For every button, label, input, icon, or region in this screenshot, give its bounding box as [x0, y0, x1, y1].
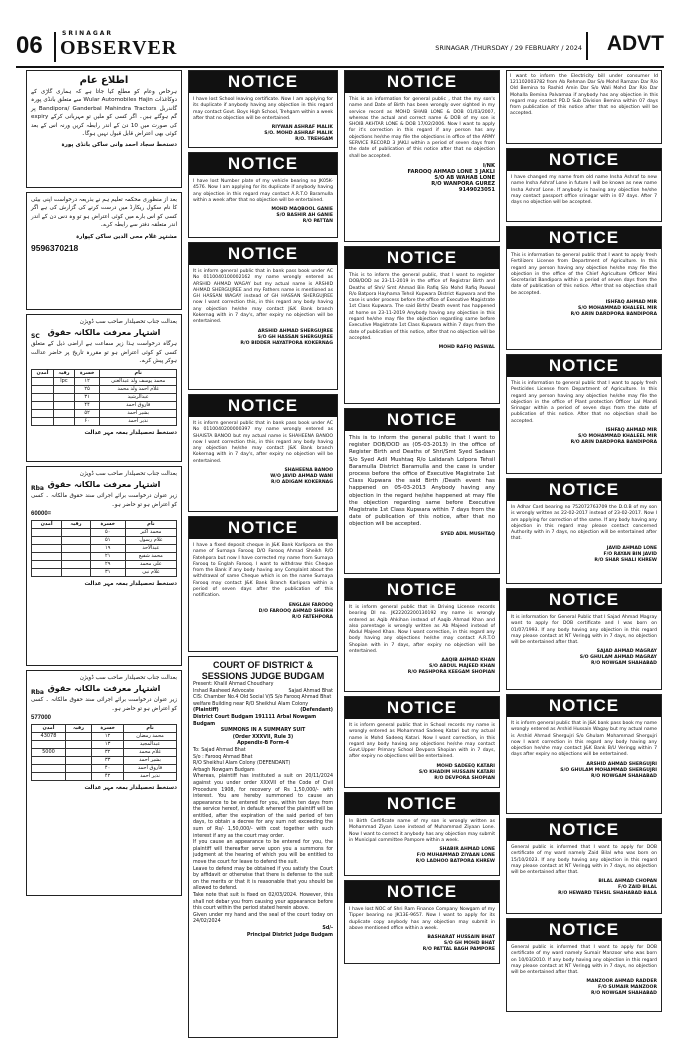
notice-lost-number-plate	[188, 152, 338, 238]
column-header: رقبہ	[62, 521, 91, 529]
notice-signature: ISHFAQ AHMAD MIR S/O MOHAMMAD KHALEEL MIR R/O ARIN DARDPORA BANDIPORA	[570, 428, 657, 446]
table-cell: عبدالرشید	[100, 393, 177, 401]
table-row	[32, 765, 177, 773]
table-cell: بشیر احمد	[124, 757, 177, 765]
dateline: SRINAGAR /THURSDAY / 29 FEBRUARY / 2024	[435, 44, 582, 52]
table-cell	[62, 569, 91, 577]
table-row	[32, 733, 177, 741]
signed-mark: Sd/-	[322, 925, 333, 931]
notice-title: اشتہار معرفت مالکانہ حقوق	[47, 328, 161, 338]
table-cell: 43078	[32, 733, 66, 741]
column-4	[506, 70, 662, 1016]
notice-heading: NOTICE	[507, 819, 661, 841]
table-cell	[32, 561, 62, 569]
table-cell	[62, 561, 91, 569]
table-cell	[53, 393, 74, 401]
case-mark: Rba	[31, 485, 44, 492]
case-address: welfare Building near R/O Sheikhul Alam Colony	[193, 701, 309, 707]
notice-intro: بعدالت جناب تحصیلدار صاحب سب ڈویژن	[79, 675, 177, 681]
notice-heading: NOTICE	[507, 227, 661, 249]
notice-signature: I/NK FAROOQ AHMAD LONE 3 JAKLI S/O AB WAHAB LONE R/O WANPORA GUREZ 9149023051	[407, 162, 495, 193]
notice-signature: دستخط سجاد احمد وانی ساکن بانڈی پورہ	[61, 142, 177, 149]
page-number: 06	[16, 32, 43, 59]
column-header: آمدن	[32, 521, 62, 529]
notice-body: زیر عنوان درخواست برائے اجرائی سند حقوق مالکانہ ۔ کسی کو اعتراض ہو تو حاضر ہو۔	[31, 493, 177, 508]
column-header: نام	[124, 725, 177, 733]
table-header-row	[32, 369, 177, 377]
notice-body: This is information to general public that I want to apply fresh Pesticides License from Department of Agriculture. In this regard any person having any objection he/she may file the objection in the office of Plant protection Officer Lal Mandi Srinagar within a period of seven days from the date of publication of this notice. After that no objection shall be accepted.	[511, 381, 657, 424]
summons-body: Leave to defend may be obtained if you satisfy the Court by affidavit or otherwise that there is defense to the suit on the merits or that it is reasonable that you should be allowed to defend.	[193, 866, 333, 892]
notice-body: It is inform general public that in Driving License records bearing DI no. JK22202200130192 my name is wrongly entered as Aqib Ahkihan instead of Aaqib Ahmad Khan and also parentage is wrongly written as Ab Majeed instead of Abdul Majeed Khan. Now I want correction, in this regard any body having any objections he/she may contact A.R.T.O Shopian with in 7 days, after expiry no objection will be entertained.	[349, 605, 495, 655]
column-2	[188, 70, 338, 1042]
table-cell: ۳۲	[92, 749, 124, 757]
table-cell	[53, 401, 74, 409]
notice-body: This is information to general public that I want to apply fresh Fertilizers License from Department of Agriculture. In this regard any person having any objection he/she may file the objection in the office of the Chief Agriculture Officer Mini Secretariat Bandipora within a period of seven days from the date of publication of this notice. After that no objection shall be accepted.	[511, 253, 657, 296]
notice-body: It is information for General Public that I Sajad Ahmad Magray want to apply for DOB certificate and I was born on 01/07/1993. If any body having any objection in this regard may please contact at NT Veringg with in 7 days, no objection will be entertained after that.	[511, 615, 657, 646]
table-cell: ۲۹	[90, 561, 125, 569]
table-cell: فاروق احمد	[124, 765, 177, 773]
table-cell: ۴۰	[92, 765, 124, 773]
notice-signature: مشتہر غلام محی الدین ساکن کپوارہ	[76, 233, 177, 240]
table-row	[32, 773, 177, 781]
defendant-label: (Defendant)	[300, 708, 333, 714]
notice-heading: NOTICE	[507, 479, 661, 501]
court-summons	[188, 656, 338, 1038]
table-row	[32, 749, 177, 757]
land-record-table	[31, 724, 177, 781]
table-cell	[32, 409, 54, 417]
notice-heading: NOTICE	[345, 409, 499, 431]
notice-body: General public is informed that I want to apply for DOB certificate of my ward namely Zaid Bilal who was born on 15/10/2023. If any body having any objection in this regard may please contact at NT Veringg with in 7 days, no objection will be entertained after that.	[511, 845, 657, 876]
parties-line	[193, 708, 333, 715]
table-row	[32, 561, 177, 569]
table-cell: غلام محمد	[124, 749, 177, 757]
table-row	[32, 529, 177, 537]
notice-dob-registration-2	[344, 408, 500, 574]
table-cell: ۴۴	[74, 401, 100, 409]
order-reference: (Order XXXVII, Rule 3)	[232, 734, 294, 740]
notice-body: I have lost NOC of Shri Ram Finance Company Nowgam of my Tipper bearing no JK13E-9657. Now I want to apply for its duplicate copy anybody has any objection may submit in above mentioned office within a week.	[349, 907, 495, 931]
summons-body: Whereas, plaintiff has instituted a suit on 20/11/2024 against you under order XXXVII of the Code of Civil Procedure 1908, for recovery of Rs 1,50,000/- with interest. You are hereby summoned to cause an appearance to be entered for you, within ten days from the service hereof, in default whereof the plaintiff will be entitled, after the expiration of the said period of ten days, to obtain a decree for any sum not exceeding the sum of Rs/- 1,50,000/- with cost together with such interest if any as the court may order.	[193, 774, 333, 839]
notice-heading: NOTICE	[345, 697, 499, 719]
table-header-row	[32, 725, 177, 733]
notice-heading: NOTICE	[345, 881, 499, 903]
notice-signature: SHAHEENA BANOO W/O JAVID AHMAD WANI R/O ADIGAM KOKERNAG	[270, 468, 333, 486]
notice-body: In Adhar Card bearing no 752072763709 the D.O.B of my son is wrongly written as 22-02-2017 instead of 23-02-2017. Now I am applying for correction of the same. If any body having any objection in this regard may please contact concerned Authority with in 7 days, no objection will be entertained after that.	[511, 505, 657, 542]
table-cell	[32, 773, 66, 781]
amount: 60000=	[31, 511, 52, 518]
notice-heading: NOTICE	[507, 695, 661, 717]
table-cell: نذیر احمد	[124, 773, 177, 781]
notice-signature: ARSHID AHMAD SHERGUJREE S/O GH HASSAN SHERGUJREE R/O BIDDER HAYATPORA KOKERNAG	[240, 328, 333, 346]
land-record-table	[31, 369, 177, 426]
notice-heading: NOTICE	[189, 517, 337, 539]
table-cell	[65, 765, 91, 773]
table-cell	[62, 553, 91, 561]
column-header: خسرہ	[74, 369, 100, 377]
notice-signature: MANZOOR AHMAD RADDER F/O SUMAIR MANZOOR R/O NOWGAM SHAHABAD	[586, 979, 657, 997]
notice-dob-certificate-2	[506, 818, 662, 914]
notice-electricity-bill: I want to inform the Electricity bill under consumer Id 121102003782 from Ab Rehman Dar S/o Mohd Ramzan Dar R/o Old Bemina to Rashid Amin Dar S/o Wali Mohd Dar R/o Dar Mohalla Bemina Palvamaa if anybody has any objection in this regard may contact PD.D Sub Division Bemina within 07 days from publication of this notice after that no objection will be accepted.	[506, 70, 662, 144]
notice-title: اشتہار معرفت مالکانہ حقوق	[47, 684, 161, 694]
table-cell: lpc	[53, 377, 74, 385]
notice-army-record	[344, 70, 500, 242]
column-3	[344, 70, 500, 968]
table-cell: ۵۱	[90, 537, 125, 545]
notice-body: General public is informed that I want to apply for DOB certificate of my ward namely Sumair Manzoor who was born on 10/03/2010. If any body having any objection in this regard may please contact at NT Veringg with in 7 days, no objection will be entertained after that.	[511, 945, 657, 976]
table-header-row	[32, 521, 177, 529]
table-cell: عبدالاحد	[125, 545, 176, 553]
table-cell: ۲۵	[74, 385, 100, 393]
notice-heading: NOTICE	[189, 243, 337, 265]
table-row	[32, 569, 177, 577]
column-header: خسرہ	[90, 521, 125, 529]
notice-bank-name-correction-1	[188, 242, 338, 390]
notice-heading: NOTICE	[507, 149, 661, 171]
table-cell	[65, 741, 91, 749]
table-cell	[32, 545, 62, 553]
section-label: ADVT	[586, 32, 664, 60]
masthead-divider	[54, 32, 56, 62]
notice-signature: SAJAD AHMAD MAGRAY S/O GHULAM AHMAD MAGRAY R/O NOWGAM SHAHABAD	[579, 649, 657, 667]
table-cell	[32, 417, 54, 425]
land-record-notice-3	[26, 670, 182, 896]
notice-pesticide-license	[506, 354, 662, 474]
table-cell: ۳۱	[74, 393, 100, 401]
table-cell	[65, 757, 91, 765]
land-record-notice-2	[26, 466, 182, 666]
notice-school-record	[344, 696, 500, 788]
urdu-notice-1	[26, 70, 182, 188]
plaintiff-label: (Plaintiff)	[193, 708, 219, 714]
land-record-notice-1	[26, 314, 182, 462]
table-cell	[32, 537, 62, 545]
table-cell: ۱۲	[74, 377, 100, 385]
notice-body: It is inform general public that in bank pass book under AC No 0110040200000397 my name wrongly entered as SHAISTA BANOO but my actual name is SHAHEENA BANOO now I want correction this, in this regard any body having any objection he/she may contact J&K Bank branch Kokernag with in 7 day's, after expiry no objection will be entertained.	[193, 421, 333, 464]
notice-signature: ISHFAQ AHMAD MIR S/O MOHAMMAD KHALEEL MIR R/O ARIN DARDPORA BANDIPORA	[570, 300, 657, 318]
table-cell	[32, 401, 54, 409]
notice-fixed-deposit	[188, 516, 338, 652]
notice-signature: دستخط تحصیلدار بمعہ مہر عدالت	[84, 785, 177, 792]
table-cell	[62, 545, 91, 553]
summons-title: SUMMONS IN A SUMMARY SUIT	[220, 728, 306, 734]
notice-heading: NOTICE	[345, 579, 499, 601]
notice-signature: MOHD SADEEQ KATARI S/O KHADIM HUSSAIN KATARI R/O DEVPORA SHOPIAN	[418, 763, 495, 781]
table-cell	[32, 393, 54, 401]
notice-heading: NOTICE	[189, 71, 337, 93]
column-header: خسرہ	[92, 725, 124, 733]
notice-signature: BASHARAT HUSSAIN BHAT S/O GH MOHD BHAT R/O PATTAL BAGH PAMPORE	[422, 935, 495, 953]
notice-signature: ARSHID AHMAD SHERGUJRI S/O GHULAM MOHAMMAD SHERGUJRI R/O NOWGAM SHAHABAD	[560, 761, 657, 779]
amount: 577000	[31, 715, 52, 722]
notice-signature: BILAL AHMAD CHOPAN F/O ZAID BILAL R/O HEWARD TEHSIL SHAHABAD BALA	[558, 879, 657, 897]
summons-addressee: To: Sajad Ahmad Bhat S/o : Farooq Ahmad Bhat R/O Sheikhul Alam Colony (DEFENDANT) Arbagh Nowgam Budgam	[193, 747, 291, 773]
column-header: آمدن	[32, 725, 66, 733]
notice-signature: JAVID AHMAD LONE F/O RAYAN BIN JAVID R/O SHAR SHALI KHREW	[594, 545, 657, 563]
table-cell	[32, 377, 54, 385]
notice-signature: AAQIB AHMAD KHAN S/O ABDUL MAJEED KHAN R/O PASHPORA KEEGAM SHOPIAN	[407, 658, 495, 676]
table-row	[32, 401, 177, 409]
table-cell	[32, 757, 66, 765]
notice-body: It is inform general public that in J&K bank pass book my name wrongly entered as Arshid Hussain Wagay but my actual name is Arshid Ahmad Shergujri S/o Ghulam Mohammad Shergujri now I want correction in this regard any body having any objection he/she may contact J&K Bank B/U Veringg within 7 days after expiry no objections will be entertained.	[511, 721, 657, 758]
notice-heading: NOTICE	[345, 793, 499, 815]
table-cell: ۱۲	[92, 733, 124, 741]
notice-body: I have a fixed deposit cheque in J&K Bank Karlipora on the name of Sumaya Farooq D/O Farooq Ahmad Sheikh R/O Fatehpora but now I have corrected my name from Sumaya Farooq to Englah Farooq. I want to withdraw this Cheque from the Bank if any body having any Complaint about the withdrawal of same Cheque which is on the name Sumaya Farooq may contact J&K Bank Branch Karlipora within a period of seven days after the publication of this notification.	[193, 543, 333, 599]
table-row	[32, 553, 177, 561]
table-cell	[65, 773, 91, 781]
table-cell: ۳۱	[90, 569, 125, 577]
table-cell	[65, 749, 91, 757]
notice-body: It is inform general public that in School records my name is wrongly entered as Mohammad Sadeeq Katari but my actual name is Mohd Sadeeq Katari. Now I want correction, in this regard any body having any objections he/she may contact Govt.Upper Primary School Devpora Shopian with in 7 days, after expiry no objections will be entertained.	[349, 723, 495, 760]
table-cell: غلام نبی	[125, 569, 176, 577]
masthead	[16, 30, 664, 66]
table-cell: ۶۰	[74, 417, 100, 425]
column-header: نام	[100, 369, 177, 377]
table-cell: نذیر احمد	[100, 417, 177, 425]
notice-body: This is an information for general public , that the my son's name and Date of Birth has been wrongly over sighted in my service record as MOHD SHAIB LONE & DOB 01/03/2007, whereas the actual and correct name & DOB of my son is SHOIB AKHTAR LONE & DOB 17/02/2006. Now I want to apply for it's correction in this regard if any person has any objections he/she may file the objections in office of the ARMY SERVICE RECORD 3 JAKLI within a period of seven days from the date of publication of this notice after that no objection shall be accepted.	[349, 97, 495, 159]
table-cell: فاروق احمد	[100, 401, 177, 409]
notice-title: اطلاع عام	[79, 75, 129, 86]
notice-signature: دستخط تحصیلدار بمعہ مہر عدالت	[84, 581, 177, 588]
notice-body: It is inform general public that in bank pass book under AC No 0110040100002162 my name wrongly entered as ARSHID AHMAD WAGAY but my actual name is ARSHID AHMAD SHERGUJREE and my Fathers name is mentioned as GH HASSAN WAGAY instead of GH HASSAN SHERGUJREE now I want correction this, in this regard any body having any objection he/she may contact J&K Bank branch Kokernag with in 7 day's, after expiry no objection will be entertained.	[193, 269, 333, 325]
column-header: رقبہ	[53, 369, 74, 377]
table-cell	[32, 569, 62, 577]
table-cell: ۵۲	[74, 409, 100, 417]
notice-heading: NOTICE	[507, 589, 661, 611]
notice-signature: MOHD MAQBOOL GANIE S/O BASHIR AH GANIE R/O PATTAN	[271, 207, 333, 225]
summons-body: Take note that suit is fixed on 02/03/2024. However, this shall not debar you from causing your appearance before this court within the period stated herein above.	[193, 893, 333, 912]
table-cell	[53, 385, 74, 393]
notice-body: In Birth Certificate name of my son is wrongly written as Mohammad Ziyan Lone instead of Muhammad Ziyaan Lone. Now I want to correct it anybody has any objection may submit in Municipal committee Pampore within a week.	[349, 819, 495, 843]
notice-body: ہرگاہ درخواست ہذا زیر سماعت ہے اراضی ذیل کے متعلق کسی کو کوئی اعتراض ہو تو مقررہ تاریخ پر حاضر عدالت ہوکر پیش کرے۔	[31, 341, 177, 365]
table-cell: ۱۳	[92, 741, 124, 749]
table-cell: بشیر احمد	[100, 409, 177, 417]
notice-heading: NOTICE	[189, 153, 337, 175]
notice-signature: ENGLAH FAROOQ D/O FAROOQ AHMAD SHEIKH R/O FATEHPORA	[258, 602, 333, 620]
table-cell	[65, 733, 91, 741]
table-cell: محمد یوسف ولد عبدالغنی	[100, 377, 177, 385]
table-cell: علی محمد	[125, 561, 176, 569]
table-cell: 5000	[32, 749, 66, 757]
phone-number: 9596370218	[31, 242, 79, 253]
notice-body: I have changed my name from old name Insha Ashraf to new name Insha Ashraf Lone in future I will be known as new name Insha Ashraf Lone. If anybody is having any objection he/she may contact passport office srinagar with in 07 days. After 7 days no objection will be accepted.	[511, 175, 657, 206]
table-row	[32, 741, 177, 749]
notice-body: This is to inform the general public, that I want to register DOB/DOD as 23-11-2019 in the office of Registrar Birth and Deaths of Shri/ Smt Ahmad Bin Rafiq S/o Mohd Rafiq Paswal R/o Batpora Hayhama Tehsil Kupwara District Kupwara and the case is under process before the office of Executive Magistrate 1st Class Kupwara. The said Birth/ Death event has happened at home on 23-11-2019 Anybody having any objection in this regard he/she may file the objection regarding same before Executive Magistrate 1st Class Kupwara within 7 days from the date of publication of this notice, after that no objection will be accepted.	[349, 273, 495, 341]
notice-body: بعد از منظوری محکمہ تعلیم ہم نے بذریعہ درخواست اپنی بیٹی کا نام سکول ریکارڈ میں درست کرنے کی گزارش کی ہے اگر کسی کو اس بارے میں کوئی اعتراض ہو تو وہ دس دن کے اندر اندر متعلقہ دفتر سے رابطہ کرے۔	[31, 197, 177, 229]
district-line: District Court Budgam 191111 Arbal Nowgam Budgam	[193, 714, 317, 727]
summons-body: Given under my hand and the seal of the court today on 24/02/2024	[193, 912, 333, 925]
notice-signature: دستخط تحصیلدار بمعہ مہر عدالت	[84, 429, 177, 436]
table-cell: محمد اکبر	[125, 529, 176, 537]
table-row	[32, 385, 177, 393]
table-cell: غلام رسول	[125, 537, 176, 545]
advocate-name: Irshad Rasheed Advocate	[193, 688, 255, 694]
case-mark: SC	[31, 333, 40, 340]
notice-dob-registration-1	[344, 246, 500, 404]
column-1	[26, 70, 182, 900]
table-row	[32, 409, 177, 417]
presiding-officer: Present: Khalil Ahmad Choudhary	[193, 682, 274, 687]
table-cell	[32, 385, 54, 393]
table-cell: ۱۹	[90, 545, 125, 553]
notice-title: اشتہار معرفت مالکانہ حقوق	[47, 480, 161, 490]
table-cell: ۲۱	[90, 553, 125, 561]
notice-dob-certificate-3	[506, 918, 662, 1012]
newspaper-brand: OBSERVER	[60, 37, 178, 59]
notice-bank-name-correction-2	[188, 394, 338, 512]
column-header: نام	[125, 521, 176, 529]
table-cell: غلام احمد ولد محمد	[100, 385, 177, 393]
table-row	[32, 545, 177, 553]
table-cell: عبدالمجید	[124, 741, 177, 749]
notice-body: زیر عنوان درخواست برائے اجرائی سند حقوق مالکانہ ۔ کسی کو اعتراض ہو تو حاضر ہو۔	[31, 697, 177, 712]
table-cell	[53, 409, 74, 417]
table-cell: محمد شفیع	[125, 553, 176, 561]
notice-body: I have lost School leaving certificate. Now I am applying for its duplicate if anybody having any objection in this regard may contact Govt. Boys High School, Trehgam within a week after that no objection will be entertained.	[193, 97, 333, 121]
notice-heading: NOTICE	[345, 71, 499, 93]
notice-birth-certificate	[344, 792, 500, 876]
court-title: COURT OF DISTRICT & SESSIONS JUDGE BUDGAM	[201, 660, 325, 681]
table-row	[32, 377, 177, 385]
notice-heading: NOTICE	[507, 919, 661, 941]
notice-lost-noc	[344, 880, 500, 964]
column-header: رقبہ	[65, 725, 91, 733]
notice-bank-name-correction-3	[506, 694, 662, 814]
notice-signature: SYED ADIL MUSHTAQ	[440, 531, 495, 537]
notice-lost-school-certificate	[188, 70, 338, 148]
notice-driving-license	[344, 578, 500, 692]
notice-signature: SHABIR AHMAD LONE F/O MUHAMMAD ZIYAAN LONE R/O LADHOO BATPORA KHREW	[415, 847, 495, 865]
table-row	[32, 757, 177, 765]
table-cell	[32, 529, 62, 537]
notice-name-change	[506, 148, 662, 222]
notice-intro: بعدالت جناب تحصیلدار صاحب سب ڈویژن	[79, 319, 177, 325]
summons-body: If you cause an appearance to be entered for you, the plaintiff will thereafter serve upon you a summons for judgment at the hearing of which you will be entitled to move the court for leave to defend the suit.	[193, 840, 333, 866]
notice-heading: NOTICE	[189, 395, 337, 417]
urdu-notice-2	[26, 192, 182, 310]
table-cell: محمد رمضان	[124, 733, 177, 741]
table-row	[32, 417, 177, 425]
table-cell	[53, 417, 74, 425]
notice-dob-certificate-1	[506, 588, 662, 690]
table-row	[32, 537, 177, 545]
notice-heading: NOTICE	[507, 355, 661, 377]
party-name: Sajad Ahmad Bhat	[288, 688, 333, 694]
notice-signature: MOHD RAFIQ PASWAL	[438, 345, 495, 351]
table-cell	[32, 765, 66, 773]
notice-body: This is to inform the general public that I want to register DOB/DOD as (05-03-2013) in the office of Register Birth and Deaths of Shri/Smt Syed Sadaan S/o Syed Adil Mushtaq R/o Lalidarah Lolpora Tehsil Baramulla District Baramulla and the case is under process before the office of Executive Magistrate 1st Class Kupwara the said Birth /Death event has happened on 05-03-2013 Anybody having any objection in the regard he/she happened at may file the objection regarding same before Executive Magistrate 1st Class Kupwara within 7 days from the date of publication of this notice, after that no objection will be accepted.	[349, 435, 495, 528]
table-cell	[62, 537, 91, 545]
notice-heading: NOTICE	[345, 247, 499, 269]
column-header: آمدن	[32, 369, 54, 377]
notice-body: ہرخاص وعام کو مطلع کیا جاتا ہے کہ ہماری گاڑی کے دوکاغذات Wular Automobiles Hajin سے متعلق بانڈی پورہ گاندربل Bandipora/ Ganderbal Mahindra Tractors پر گم ہوگئے ہیں۔ اگر کسی کو ملیں تو مہربانی کرکے expiry کی صورت میں 10 دن کے اندر رابطہ کریں ورنہ اس کے بعد کوئی بھی اعتراض قابل قبول نہیں ہوگا۔	[31, 89, 177, 138]
table-cell: ۳۳	[92, 757, 124, 765]
notice-fertilizer-license	[506, 226, 662, 350]
table-cell	[62, 529, 91, 537]
notice-intro: بعدالت جناب تحصیلدار صاحب سب ڈویژن	[79, 471, 177, 477]
table-cell: ۴۲	[92, 773, 124, 781]
table-cell: ۵۰	[90, 529, 125, 537]
appendix-reference: Appendix-B Form-4	[237, 741, 289, 747]
masthead-rule	[16, 66, 664, 68]
case-mark: Rba	[31, 689, 44, 696]
table-cell	[32, 553, 62, 561]
table-cell	[32, 741, 66, 749]
table-row	[32, 393, 177, 401]
judge-signature: Principal District Judge Budgam	[246, 932, 333, 938]
case-info: CIS: Chamber No.4 Old Social V/S S/o Farooq Ahmad Bhat	[193, 695, 332, 701]
brand-top: SRINAGAR	[62, 30, 114, 37]
land-record-table	[31, 520, 177, 577]
notice-aadhar-dob	[506, 478, 662, 584]
notice-signature: RIYWAN ASHRAF MALIK S/O. MOHD ASHRAF MALIK R/O. TREHGAM	[264, 125, 333, 143]
notice-body: I have lost Number plate of my vehicle bearing no JK05K-4576. Now I am applying for its duplicate if anybody having any objection in this regard may contact A.R.T.O Baramulla within a week after that no objection will be entertained.	[193, 179, 333, 203]
